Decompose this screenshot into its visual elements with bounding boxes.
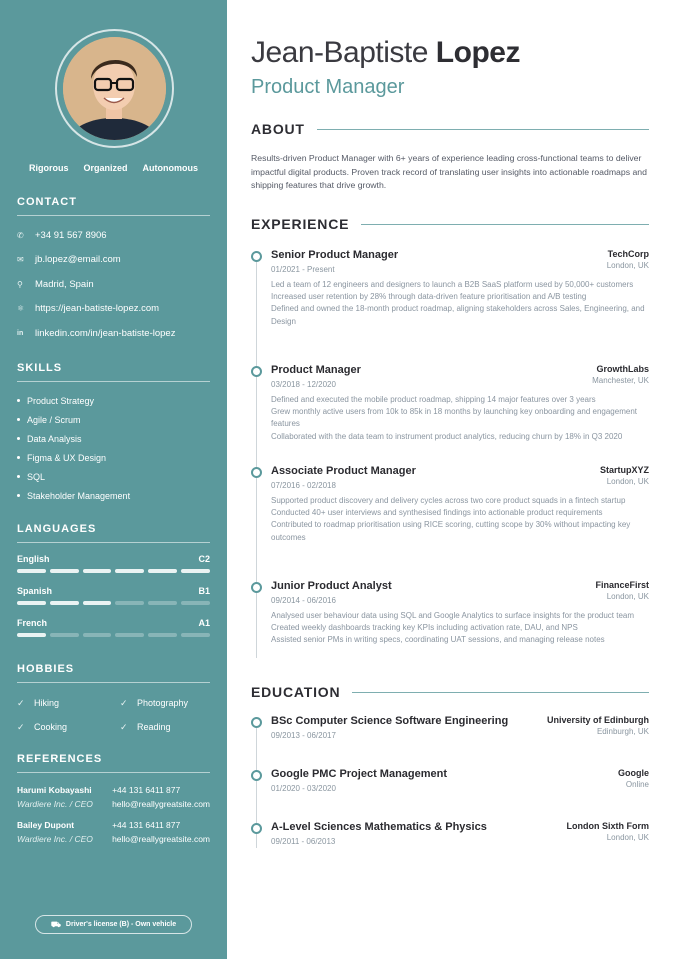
level-segment <box>17 633 46 637</box>
globe-icon: ⚛ <box>17 304 25 314</box>
level-segment <box>181 601 210 605</box>
about-text: Results-driven Product Manager with 6+ years of experience leading cross-functional teams to deliver impactful digital products. Proven track record of translating user insights into actionable roadmaps and shipping features that drive growth. <box>251 153 647 190</box>
reference-role: Wardiere Inc. / CEO <box>17 834 93 844</box>
about-heading: ABOUT <box>251 121 649 137</box>
education-date: 09/2013 - 06/2017 <box>271 731 336 740</box>
reference-email[interactable]: hello@reallygreatsite.com <box>112 799 210 809</box>
job-title: Product Manager <box>271 364 361 376</box>
sidebar <box>0 0 227 959</box>
skill-item: Product Strategy <box>17 391 210 410</box>
experience-item <box>251 249 649 349</box>
skill-item: Agile / Scrum <box>17 410 210 429</box>
email-icon: ✉ <box>17 255 24 265</box>
school-name: University of Edinburgh <box>546 715 649 725</box>
language-level-bar <box>17 633 210 637</box>
last-name: Lopez <box>435 36 520 69</box>
job-company: StartupXYZ <box>599 465 649 475</box>
skill-item: Figma & UX Design <box>17 448 210 467</box>
education-heading: EDUCATION <box>251 684 649 700</box>
check-icon: ✓ <box>17 721 25 732</box>
job-date: 01/2021 - Present <box>271 265 335 274</box>
level-segment <box>115 633 144 637</box>
timeline-node <box>251 467 262 478</box>
languages-title: LANGUAGES <box>17 523 210 543</box>
check-icon: ✓ <box>120 697 128 708</box>
skill-item: SQL <box>17 467 210 486</box>
hobbies-title: HOBBIES <box>17 663 210 683</box>
timeline-node <box>251 823 262 834</box>
contact-website[interactable]: ⚛ https://jean-batiste-lopez.com <box>17 303 160 315</box>
level-segment <box>50 633 79 637</box>
language-level: B1 <box>198 586 210 596</box>
education-item <box>251 768 649 808</box>
reference-phone[interactable]: +44 131 6411 877 <box>112 785 181 795</box>
school-location: Online <box>625 780 649 789</box>
language-name: French <box>17 618 48 628</box>
hobby-item: ✓ Reading <box>120 721 171 732</box>
school-location: London, UK <box>606 833 649 842</box>
level-segment <box>17 601 46 605</box>
job-description: Supported product discovery and delivery cycles across two core product squads in a fintech startup Conducted 40+ user interviews and synthesised findings into actionable product requirements Contributed to roadmap prioritisation using RICE scoring, cutting scope by 30% without impacting key outcomes <box>271 496 631 542</box>
level-segment <box>83 601 112 605</box>
language-level-bar <box>17 569 210 573</box>
references-section <box>17 753 210 855</box>
experience-item <box>251 465 649 565</box>
job-location: Manchester, UK <box>592 376 649 385</box>
profile-photo <box>63 37 166 140</box>
education-item <box>251 715 649 755</box>
reference-email[interactable]: hello@reallygreatsite.com <box>112 834 210 844</box>
timeline-node <box>251 717 262 728</box>
language-name: English <box>17 554 50 564</box>
experience-item <box>251 364 649 454</box>
job-date: 03/2018 - 12/2020 <box>271 380 336 389</box>
traits-row <box>17 163 210 173</box>
reference-role: Wardiere Inc. / CEO <box>17 799 93 809</box>
first-name: Jean-Baptiste <box>251 36 428 69</box>
language-item <box>17 550 210 582</box>
car-icon: ⛟ <box>50 919 61 929</box>
contact-title: CONTACT <box>17 196 210 216</box>
timeline-node <box>251 366 262 377</box>
job-date: 07/2016 - 02/2018 <box>271 481 336 490</box>
education-item <box>251 821 649 861</box>
education-date: 01/2020 - 03/2020 <box>271 784 336 793</box>
school-location: Edinburgh, UK <box>596 727 649 736</box>
job-company: GrowthLabs <box>596 364 649 374</box>
level-segment <box>148 569 177 573</box>
job-date: 09/2014 - 06/2016 <box>271 596 336 605</box>
language-item <box>17 614 210 646</box>
language-name: Spanish <box>17 586 53 596</box>
level-segment <box>17 569 46 573</box>
language-level-bar <box>17 601 210 605</box>
degree-title: Google PMC Project Management <box>271 768 448 780</box>
hobby-item: ✓ Hiking <box>17 697 60 708</box>
trait: Autonomous <box>142 163 198 173</box>
level-segment <box>115 601 144 605</box>
reference-item <box>17 820 210 855</box>
hobbies-section <box>17 663 210 739</box>
contact-phone[interactable]: ✆ +34 91 567 8906 <box>17 229 107 241</box>
school-name: Google <box>618 768 649 778</box>
skills-title: SKILLS <box>17 362 210 382</box>
level-segment <box>50 569 79 573</box>
level-segment <box>50 601 79 605</box>
language-level: C2 <box>198 554 210 564</box>
full-name <box>251 36 520 70</box>
reference-item <box>17 785 210 820</box>
portrait-illustration <box>63 37 166 140</box>
job-description: Defined and executed the mobile product roadmap, shipping 14 major features over 3 years Grew monthly active users from 10k to 85k in 18 months by launching key onboarding and engagement features Collaborated with the data team to instrument product analytics, reducing churn by 18% in Q3 2020 <box>271 395 637 441</box>
level-segment <box>83 569 112 573</box>
timeline-node <box>251 251 262 262</box>
reference-phone[interactable]: +44 131 6411 877 <box>112 820 181 830</box>
job-company: TechCorp <box>607 249 649 259</box>
job-title: Senior Product Manager <box>271 249 399 261</box>
skill-item: Stakeholder Management <box>17 486 210 505</box>
reference-name: Bailey Dupont <box>17 820 75 830</box>
hobby-item: ✓ Cooking <box>17 721 68 732</box>
reference-name: Harumi Kobayashi <box>17 785 92 795</box>
check-icon: ✓ <box>120 721 128 732</box>
languages-section <box>17 523 210 646</box>
job-title: Associate Product Manager <box>271 465 416 477</box>
contact-location: ⚲ Madrid, Spain <box>17 278 94 290</box>
experience-item <box>251 580 649 660</box>
degree-title: A-Level Sciences Mathematics & Physics <box>271 821 487 833</box>
experience-heading: EXPERIENCE <box>251 216 649 232</box>
degree-title: BSc Computer Science Software Engineering <box>271 715 509 727</box>
trait: Organized <box>83 163 128 173</box>
job-location: London, UK <box>606 477 649 486</box>
job-description: Led a team of 12 engineers and designers to launch a B2B SaaS platform used by 50,000+ customers Increased user retention by 28% through data-driven feature prioritisation and A/B testing Defined and owned the 18-month product roadmap, aligning stakeholders across Sales, Engineering, and Design <box>271 280 645 326</box>
contact-section <box>17 196 210 346</box>
level-segment <box>148 601 177 605</box>
language-item <box>17 582 210 614</box>
level-segment <box>181 569 210 573</box>
job-location: London, UK <box>606 261 649 270</box>
drivers-license-badge: ⛟ Driver's license (B) - Own vehicle <box>35 915 192 934</box>
education-date: 09/2011 - 06/2013 <box>271 837 336 846</box>
level-segment <box>115 569 144 573</box>
profile-photo-ring <box>55 29 174 148</box>
job-company: FinanceFirst <box>595 580 649 590</box>
trait: Rigorous <box>28 163 69 173</box>
level-segment <box>83 633 112 637</box>
references-title: REFERENCES <box>17 753 210 773</box>
skills-section <box>17 362 210 505</box>
linkedin-icon: in <box>17 329 24 337</box>
job-title: Junior Product Analyst <box>271 580 392 592</box>
job-description: Analysed user behaviour data using SQL and Google Analytics to surface insights for the product team Created weekly dashboards tracking key KPIs including activation rate, DAU, and NPS Assisted senior PMs in writing specs, coordinating UAT sessions, and managing release notes <box>271 611 635 645</box>
language-level: A1 <box>198 618 210 628</box>
contact-linkedin[interactable]: in linkedin.com/in/jean-batiste-lopez <box>17 327 176 339</box>
job-location: London, UK <box>606 592 649 601</box>
phone-icon: ✆ <box>17 230 24 240</box>
check-icon: ✓ <box>17 697 25 708</box>
skill-item: Data Analysis <box>17 429 210 448</box>
job-role: Product Manager <box>251 76 405 98</box>
contact-email[interactable]: ✉ jb.lopez@email.com <box>17 254 121 266</box>
level-segment <box>148 633 177 637</box>
school-name: London Sixth Form <box>566 821 649 831</box>
level-segment <box>181 633 210 637</box>
location-pin-icon: ⚲ <box>17 279 23 289</box>
hobby-item: ✓ Photography <box>120 697 189 708</box>
timeline-node <box>251 582 262 593</box>
timeline-node <box>251 770 262 781</box>
